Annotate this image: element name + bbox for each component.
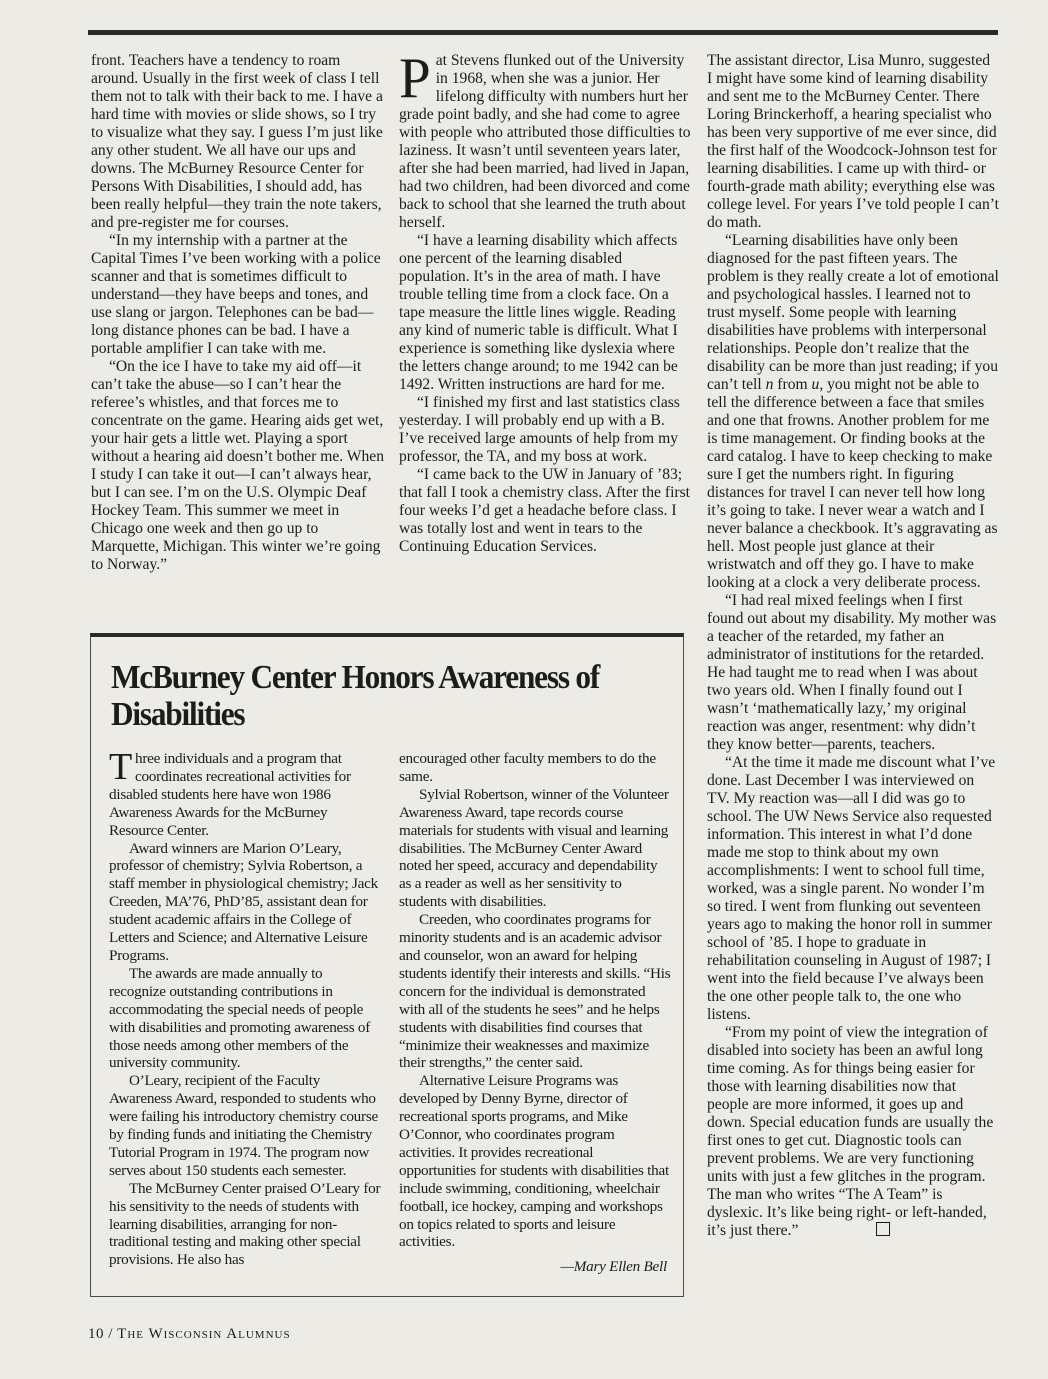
paragraph (707, 1024, 999, 1240)
paragraph-text: , you might not be able to tell the difference between a face that smiles and one that frowns. Another problem for me is time management. Or finding books at the card catalog. I have to keep checking to make sure I get the numbers right. In figuring distances for travel I can never tell how long it’s going to take. I never wear a watch and I never balance a checkbook. It’s aggravating as hell. Most people just glance at their wristwatch and off they go. I have to make looking at a clock a very deliberate process. (707, 376, 998, 591)
end-mark-icon (876, 1222, 890, 1236)
paragraph: encouraged other faculty members to do the same. (399, 750, 656, 785)
paragraph: The awards are made annually to recognize outstanding contributions in accommodating the special needs of people with disabilities and promoting awareness of those needs among other members of the university community. (109, 964, 371, 1072)
paragraph-text: at Stevens flunked out of the University in 1968, when she was a junior. Her lifelong difficulty with numbers hurt her grade point badly, and she had come to agree with people who attributed those difficulties to laziness. It wasn’t until seventeen years later, after she had been married, had lived in Japan, had two children, had been divorced and come back to school that she learned the truth about herself. (399, 52, 691, 231)
paragraph-text: “From my point of view the integration of disabled into society has been an awful long time coming. As for things being easier for those with learning disabilities now that people are more informed, it goes up and down. Special education funds are usually the first ones to get cut. Diagnostic tools can prevent problems. We are very functioning units with just a few glitches in the program. The man who writes “The A Team” is dyslexic. It’s like being right- or left-handed, it’s just there.” (707, 1024, 994, 1239)
paragraph: The McBurney Center praised O’Leary for his sensitivity to the needs of students with learning disabilities, arranging for non-traditional testing and making other special provisions. He also has (109, 1179, 381, 1269)
article-column-3 (707, 52, 999, 1240)
page-footer (88, 1326, 291, 1343)
article-column-2 (399, 47, 691, 556)
paragraph: O’Leary, recipient of the Faculty Awareness Award, responded to students who were failing his introductory chemistry course by finding funds and initiating the Chemistry Tutorial Program in 1974. The program now serves about 150 students each semester. (109, 1072, 378, 1179)
paragraph: Award winners are Marion O’Leary, professor of chemistry; Sylvia Robertson, a staff member in physiological chemistry; Jack Creeden, MA’76, PhD’85, assistant dean for student academic affairs in the College of Letters and Science; and Alternative Leisure Programs. (109, 839, 378, 964)
top-rule (88, 30, 998, 35)
byline: —Mary Ellen Bell (560, 1258, 667, 1276)
page-number: 10 / (88, 1326, 118, 1342)
paragraph-text: from (773, 376, 812, 393)
paragraph-text: “Learning disabilities have only been diagnosed for the past fifteen years. The problem is they really create a lot of emotional and psychological hassles. I learned not to trust myself. Some people with learning disabilities have problems with interpersonal relationships. People don’t realize that the disability can be more than just reading; if you can’t tell (707, 232, 999, 393)
paragraph-text: hree individuals and a program that coordinates recreational activities for disabled students here have won 1986 Awareness Awards for the McBurney Resource Center. (109, 750, 351, 839)
paragraph: Creeden, who coordinates programs for minority students and is an academic advisor and counselor, won an award for helping students identify their interests and skills. “His concern for the individual is demonstrated with all of the students he sees” and he helps students with disabilities find courses that “minimize their weaknesses and maximize their strengths,” the center said. (399, 911, 671, 1072)
paragraph: “At the time it made me discount what I’ve done. Last December I was interviewed on TV. My reaction was—all I did was go to school. The UW News Service also requested information. This interest in what I’d done made me stop to think about my own accomplishments: I went to school full time, worked, was a single parent. No wonder I’m so tired. I went from flunking out seventeen years ago to making the honor roll in summer school of ’85. I hope to graduate in rehabilitation counseling in August of 1987; I went into the field because I’ve always been the one other people talk to, the one who listens. (707, 754, 996, 1023)
paragraph: “I have a learning disability which affects one percent of the learning disabled population. It’s in the area of math. I have trouble telling time from a clock face. On a tape measure the little lines wiggle. Reading any kind of numeric table is difficult. What I experience is something like dyslexia where the letters change around; to me 1942 can be 1492. Written instructions are hard for me. (399, 232, 678, 393)
paragraph: Alternative Leisure Programs was developed by Denny Byrne, director of recreational sports programs, and Mike O’Connor, who coordinates program activities. It provides recreational opportunities for students with disabilities that include swimming, conditioning, wheelchair football, ice hockey, camping and workshops on topics related to sports and leisure activities. (399, 1072, 669, 1251)
drop-cap: P (399, 47, 431, 110)
paragraph: front. Teachers have a tendency to roam around. Usually in the first week of class I tell them not to talk with their back to me. I have a hard time with movies or slide shows, so I try to visualize what they say. I guess I’m just like any other student. We all have our ups and downs. The McBurney Resource Center for Persons With Disabilities, I should add, has been really helpful—they train the note takers, and pre-register me for courses. (91, 52, 383, 231)
sidebar-title: McBurney Center Honors Awareness of Disabilities (111, 659, 600, 733)
paragraph: “On the ice I have to take my aid off—it can’t take the abuse—so I can’t hear the referee’s whistles, and that forces me to concentrate on the game. Hearing aids get wet, your hair gets a little wet. Playing a sport without a hearing aid doesn’t bother me. When I study I can take it out—I can’t always hear, but I can see. I’m on the U.S. Olympic Deaf Hockey Team. This summer we meet in Chicago one week and then go up to Marquette, Michigan. This winter we’re going to Norway.” (91, 358, 385, 573)
italic-letter: u (811, 376, 820, 393)
paragraph: Sylvial Robertson, winner of the Volunteer Awareness Award, tape records course materials for students with visual and learning disabilities. The McBurney Center Award noted her speed, accuracy and dependability as a reader as well as her sensitivity to students with disabilities. (399, 785, 669, 911)
article-column-1 (91, 52, 387, 574)
paragraph: The assistant director, Lisa Munro, suggested I might have some kind of learning disability and sent me to the McBurney Center. There Loring Brinckerhoff, a hearing specialist who has been very supportive of me ever since, did the first half of the Woodcock-Johnson test for learning disabilities. I came up with third- or fourth-grade math ability; everything else was college level. For years I’ve told people I can’t do math. (707, 52, 999, 231)
paragraph: “In my internship with a partner at the Capital Times I’ve been working with a police scanner and that is sometimes difficult to understand—they have beeps and tones, and use slang or jargon. Telephones can be bad—long distance phones can be bad. I have a portable amplifier I can take with me. (91, 232, 381, 357)
drop-cap: T (109, 746, 132, 788)
paragraph: “I came back to the UW in January of ’83; that fall I took a chemistry class. After the first four weeks I’d get a headache before class. I was totally lost and went in tears to the Continuing Education Services. (399, 466, 690, 555)
paragraph (109, 746, 381, 840)
publication-name: The Wisconsin Alumnus (117, 1326, 291, 1342)
paragraph (707, 232, 999, 592)
sidebar-column-2 (399, 750, 671, 1276)
sidebar-column-1 (109, 746, 381, 1269)
sidebar-box (90, 633, 684, 1297)
paragraph (399, 47, 691, 232)
paragraph: “I finished my first and last statistics class yesterday. I will probably end up with a B. I’ve received large amounts of help from my professor, the TA, and my boss at work. (399, 394, 680, 465)
paragraph: “I had real mixed feelings when I first found out about my disability. My mother was a teacher of the retarded, my father an administrator of institutions for the retarded. He had taught me to read when I was about two years old. When I finally found out I wasn’t ‘mathematically lazy,’ my original reaction was anger, resentment: why didn’t they know better—parents, teachers. (707, 592, 997, 753)
italic-letter: n (765, 376, 774, 393)
